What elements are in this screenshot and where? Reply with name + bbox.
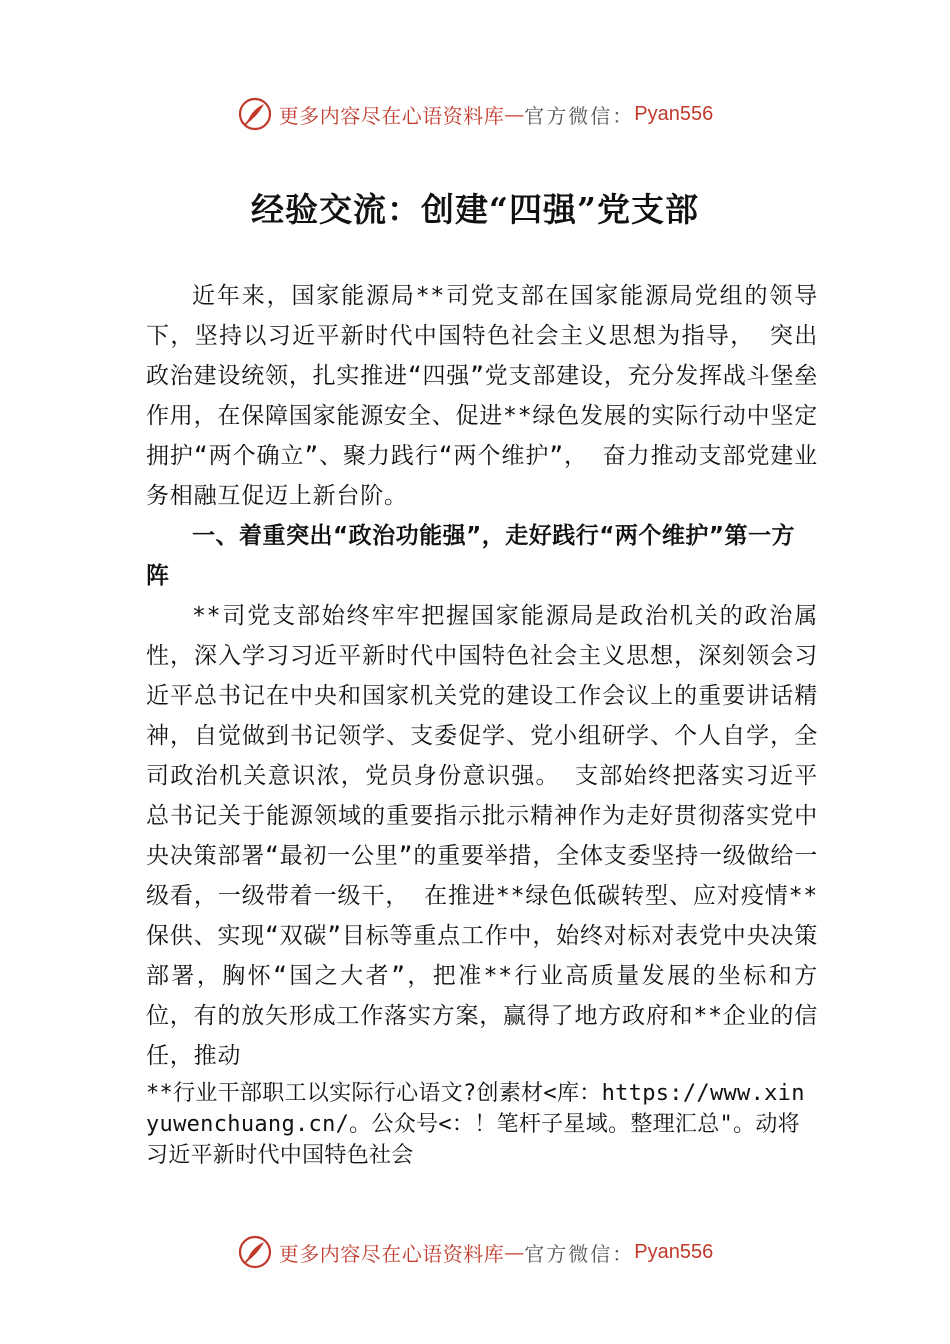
section-1-paragraph: **司党支部始终牢牢把握国家能源局是政治机关的政治属性，深入学习习近平新时代中国特色社会主义思想，深刻领会习近平总书记在中央和国家机关党的建设工作会议上的重要讲话精神，自觉做到书记领学、支委促学、党小组研学、个人自学，全司政治机关意识浓，党员身份意识强。 支部始终把落实习近平总书记关于能源领域的重要指示批示精神作为走好贯彻落实党中央决策部署“最初一公里”的重要举措，全体支委坚持一级做给一级看，一级带着一级干， 在推进**绿色低碳转型、应对疫情**保供、实现“双碳”目标等重点工作中，始终对标对表党中央决策部署，胸怀“国之大者”，把准**行业高质量发展的坐标和方位，有的放矢形成工作落实方案，赢得了地方政府和**企业的信任，推动 — [146, 603, 818, 1069]
watermark-wechat-id: Pyan556 — [634, 102, 714, 125]
section-1-tail-text: **行业干部职工以实际行心语文?创素材<库：https://www.xinyuwenchuang.cn/。公众号<：！笔杆子星域。整理汇总"。动将习近平新时代中国特色社会 — [146, 1081, 805, 1168]
watermark-brand: 更多内容尽在心语资料库 — [278, 1241, 505, 1266]
watermark-label: 官方微信： — [524, 103, 635, 128]
header-watermark — [0, 94, 950, 134]
document-body — [146, 276, 818, 1171]
quill-logo-icon — [237, 1234, 273, 1270]
watermark-wechat-id: Pyan556 — [634, 1240, 714, 1263]
document-title: 经验交流：创建“四强”党支部 — [251, 190, 699, 229]
footer-watermark — [0, 1232, 950, 1272]
watermark-separator: — — [504, 1240, 525, 1264]
watermark-separator: — — [504, 102, 525, 126]
watermark-brand: 更多内容尽在心语资料库 — [278, 103, 505, 128]
quill-logo-icon — [237, 96, 273, 132]
intro-paragraph: 近年来，国家能源局**司党支部在国家能源局党组的领导下，坚持以习近平新时代中国特色社会主义思想为指导， 突出政治建设统领，扎实推进“四强”党支部建设，充分发挥战斗堡垒作用，在保障国家能源安全、促进**绿色发展的实际行动中坚定拥护“两个确立”、聚力践行“两个维护”， 奋力推动支部党建业务相融互促迈上新台阶。 — [146, 283, 818, 509]
watermark-label: 官方微信： — [524, 1241, 635, 1266]
section-heading-1: 一、着重突出“政治功能强”，走好践行“两个维护”第一方阵 — [146, 523, 795, 589]
